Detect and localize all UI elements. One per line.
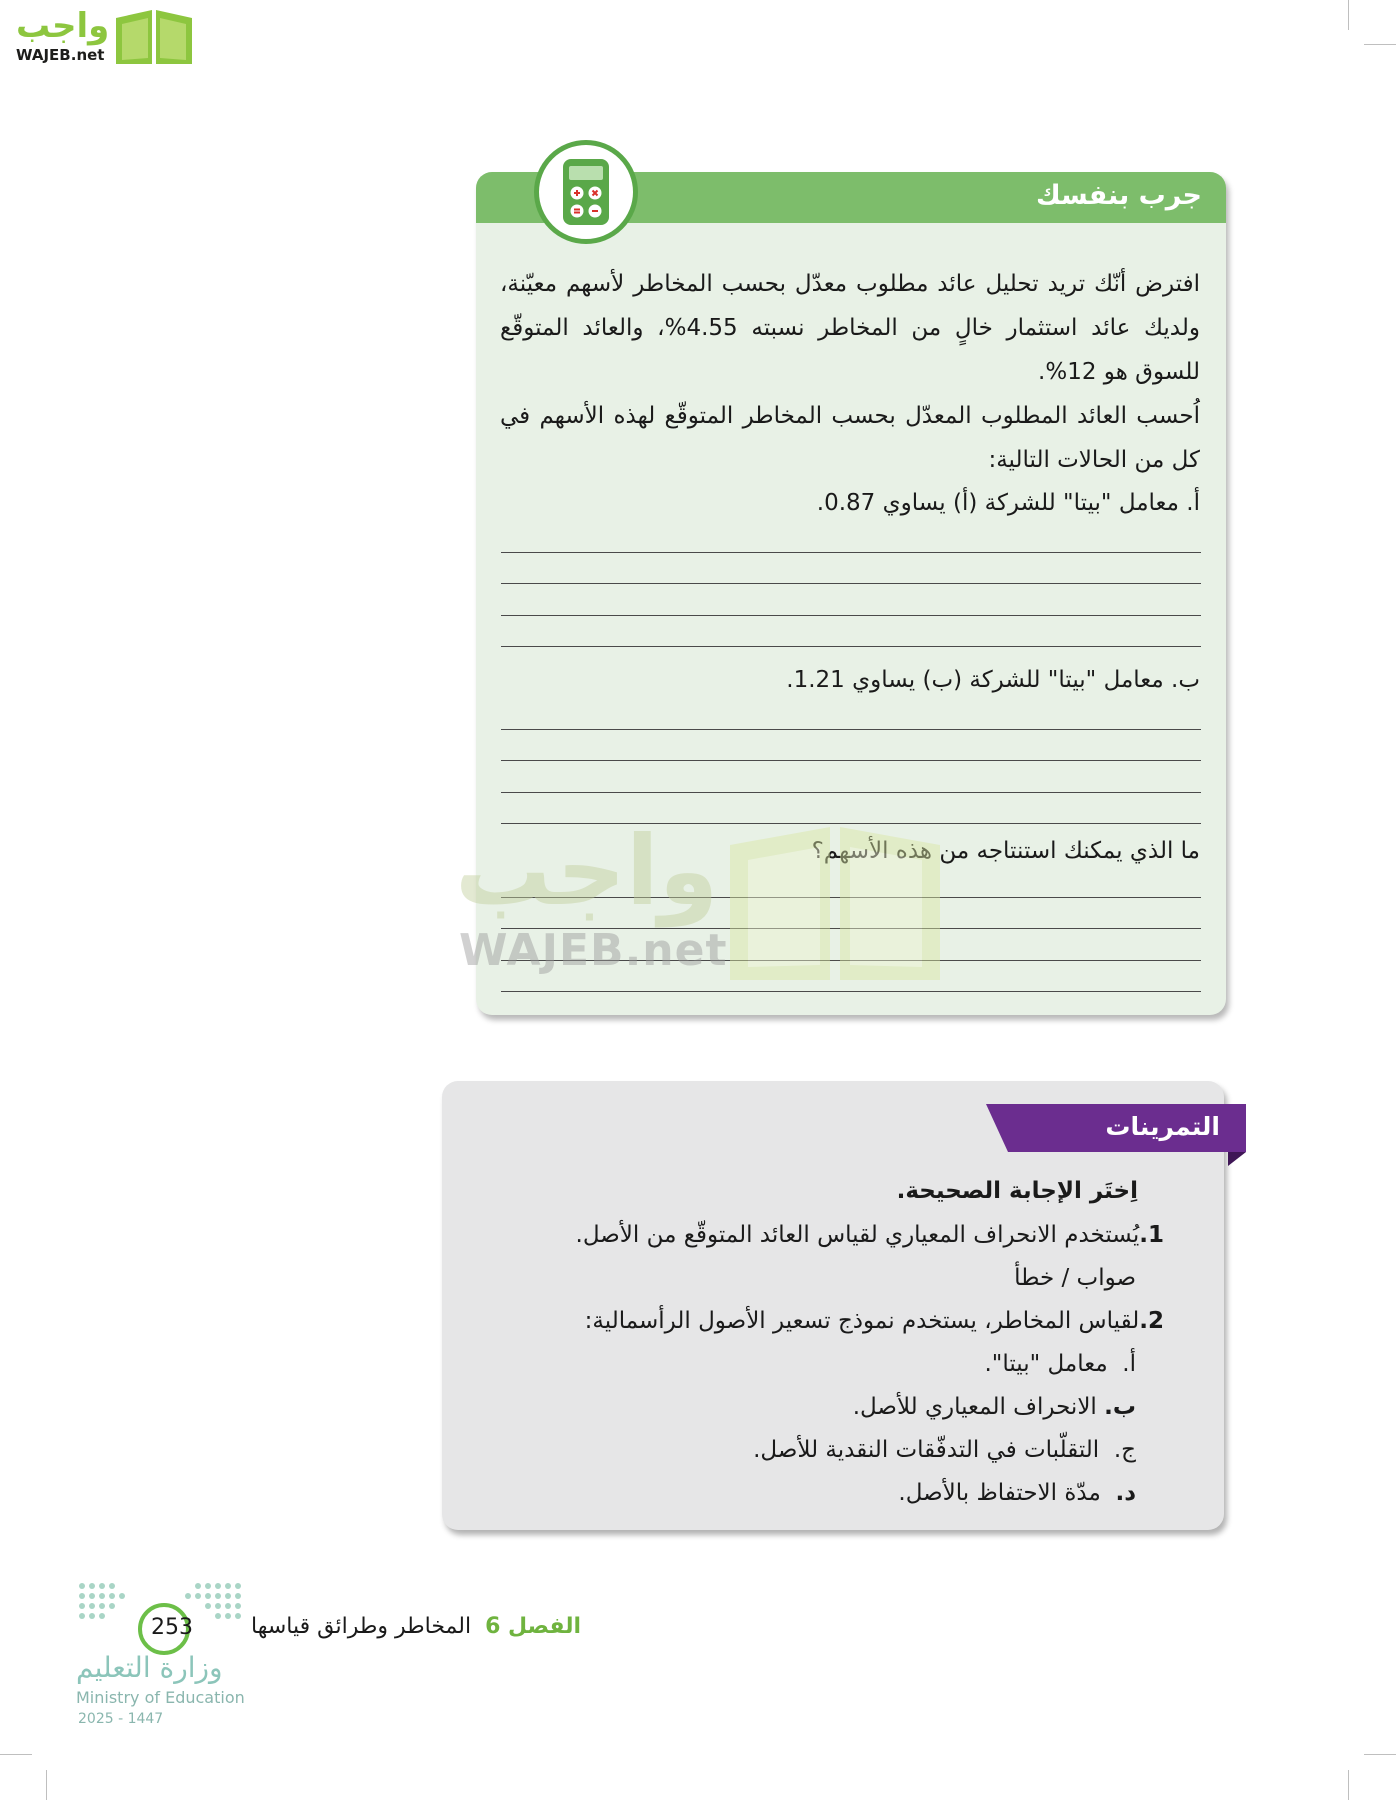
case-a: أ. معامل "بيتا" للشركة (أ) يساوي 0.87. bbox=[816, 490, 1200, 516]
logo-word: واجب bbox=[16, 6, 110, 46]
crop-mark bbox=[1348, 0, 1349, 30]
crop-mark bbox=[1348, 1770, 1349, 1800]
problem-instruction: اُحسب العائد المطلوب المعدّل بحسب المخاطر المتوقّع لهذه الأسهم في كل من الحالات التالية: bbox=[500, 403, 1200, 473]
option-letter: ج. bbox=[1113, 1437, 1136, 1463]
watermark-book-icon bbox=[720, 815, 950, 985]
question-number: 1. bbox=[1139, 1222, 1164, 1248]
crop-mark bbox=[0, 1754, 32, 1755]
watermark bbox=[455, 815, 955, 995]
crop-mark bbox=[46, 1770, 47, 1800]
question-2 bbox=[585, 1306, 1164, 1336]
option-letter: ب. bbox=[1104, 1394, 1136, 1420]
calculator-icon bbox=[534, 140, 638, 244]
page-number: 253 bbox=[151, 1615, 193, 1640]
footer-chapter bbox=[251, 1614, 581, 1639]
case-b: ب. معامل "بيتا" للشركة (ب) يساوي 1.21. bbox=[786, 667, 1200, 693]
try-yourself-title: جرب بنفسك bbox=[1036, 180, 1202, 211]
exercises-title: التمرينات bbox=[1105, 1112, 1220, 1141]
option-item[interactable] bbox=[853, 1392, 1136, 1422]
book-icon bbox=[112, 6, 196, 68]
answer-line[interactable] bbox=[501, 792, 1201, 793]
problem-intro: افترض أنّك تريد تحليل عائد مطلوب معدّل بحسب المخاطر لأسهم معيّنة، ولديك عائد استثمار خالٍ من المخاطر نسبته 4.55%، والعائد المتوقّع للسوق هو 12%. bbox=[500, 271, 1200, 385]
option-text: مدّة الاحتفاظ بالأصل. bbox=[898, 1480, 1101, 1506]
option-item[interactable] bbox=[984, 1349, 1136, 1379]
option-letter: أ. bbox=[1122, 1351, 1136, 1377]
watermark-net: WAJEB.net bbox=[459, 925, 728, 976]
logo-net: WAJEB.net bbox=[16, 46, 105, 64]
answer-line[interactable] bbox=[501, 552, 1201, 553]
option-letter: د. bbox=[1115, 1480, 1136, 1506]
exercises-tab bbox=[986, 1104, 1246, 1152]
option-text: الانحراف المعياري للأصل. bbox=[852, 1394, 1097, 1420]
chapter-label: الفصل 6 bbox=[485, 1614, 581, 1639]
ministry-name-ar: وزارة التعليم bbox=[76, 1651, 223, 1684]
question-1-options[interactable]: صواب / خطأ bbox=[1014, 1265, 1136, 1291]
answer-line[interactable] bbox=[501, 583, 1201, 584]
option-text: التقلّبات في التدفّقات النقدية للأصل. bbox=[753, 1437, 1100, 1463]
conclusion-question: ما الذي يمكنك استنتاجه من هذه الأسهم؟ bbox=[811, 838, 1200, 864]
exercises-prompt: اِختَر الإجابة الصحيحة. bbox=[896, 1178, 1138, 1204]
question-text: يُستخدم الانحراف المعياري لقياس العائد المتوقّع من الأصل. bbox=[575, 1222, 1140, 1248]
ministry-name-en: Ministry of Education bbox=[76, 1688, 245, 1707]
ministry-year: 2025 - 1447 bbox=[78, 1711, 164, 1727]
crop-mark bbox=[1364, 44, 1396, 45]
wajeb-logo[interactable] bbox=[8, 4, 194, 70]
chapter-title: المخاطر وطرائق قياسها bbox=[251, 1614, 472, 1639]
answer-line[interactable] bbox=[501, 615, 1201, 616]
option-text: معامل "بيتا". bbox=[984, 1351, 1108, 1377]
question-text: لقياس المخاطر، يستخدم نموذج تسعير الأصول الرأسمالية: bbox=[584, 1308, 1140, 1334]
answer-line[interactable] bbox=[501, 760, 1201, 761]
option-item[interactable] bbox=[898, 1478, 1136, 1508]
watermark-word: واجب bbox=[455, 815, 719, 927]
question-number: 2. bbox=[1139, 1308, 1164, 1334]
crop-mark bbox=[1364, 1754, 1396, 1755]
option-item[interactable] bbox=[753, 1435, 1136, 1465]
question-1 bbox=[576, 1220, 1164, 1250]
answer-line[interactable] bbox=[501, 729, 1201, 730]
answer-line[interactable] bbox=[501, 646, 1201, 647]
